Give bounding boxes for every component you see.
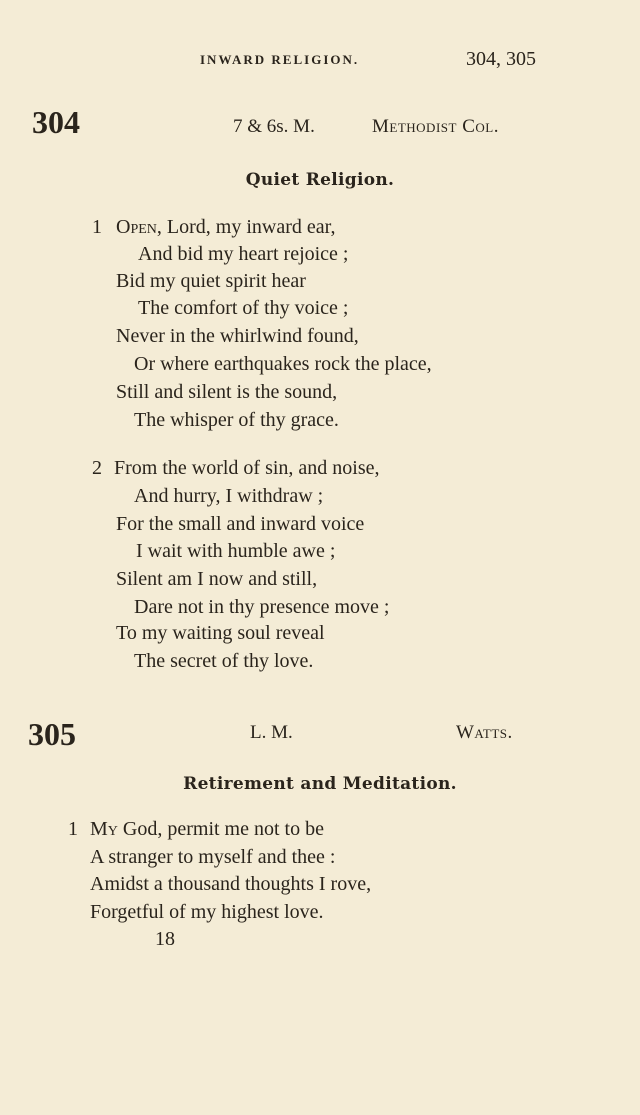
running-title: INWARD RELIGION. — [200, 52, 360, 67]
verse-number: 2 — [92, 457, 102, 479]
verse-line: Open, Lord, my inward ear, — [116, 216, 336, 238]
hymn-304-header — [0, 104, 640, 144]
hymn-305-header — [0, 716, 640, 756]
verse-line: Still and silent is the sound, — [116, 381, 338, 403]
verse-line: Never in the whirlwind found, — [116, 325, 359, 347]
hymn-title: Retirement and Meditation. — [183, 774, 457, 794]
verse-line: For the small and inward voice — [116, 513, 365, 535]
verse-line: And bid my heart rejoice ; — [138, 243, 349, 265]
hymn-meter: 7 & 6s. M. — [233, 116, 315, 137]
verse-line: Forgetful of my highest love. — [90, 901, 324, 923]
verse-line: Silent am I now and still, — [116, 568, 318, 590]
verse-line: I wait with humble awe ; — [136, 540, 336, 562]
verse-line: Or where earthquakes rock the place, — [134, 353, 432, 375]
signature-mark: 18 — [155, 928, 175, 950]
hymn-tune: Methodist Col. — [372, 116, 499, 137]
verse-number: 1 — [92, 216, 102, 238]
verse-line: From the world of sin, and noise, — [114, 457, 380, 479]
verse-line: And hurry, I withdraw ; — [134, 485, 324, 507]
hymn-title: Quiet Religion. — [245, 170, 395, 190]
verse-line: My God, permit me not to be — [90, 818, 324, 840]
verse-line: A stranger to myself and thee : — [90, 846, 336, 868]
running-page-numbers: 304, 305 — [466, 48, 536, 70]
hymn-tune: Watts. — [456, 722, 513, 743]
verse-line: Amidst a thousand thoughts I rove, — [90, 873, 372, 895]
verse-line: The comfort of thy voice ; — [138, 297, 349, 319]
verse-line: Bid my quiet spirit hear — [116, 270, 306, 292]
running-head — [0, 50, 640, 72]
verse-line: The secret of thy love. — [134, 650, 314, 672]
hymn-number: 305 — [28, 716, 76, 752]
verse-line: Dare not in thy presence move ; — [134, 596, 390, 618]
verse-number: 1 — [68, 818, 78, 840]
hymn-number: 304 — [32, 104, 80, 140]
hymn-meter: L. M. — [250, 722, 293, 743]
verse-line: The whisper of thy grace. — [134, 409, 339, 431]
verse-line: To my waiting soul reveal — [116, 622, 325, 644]
